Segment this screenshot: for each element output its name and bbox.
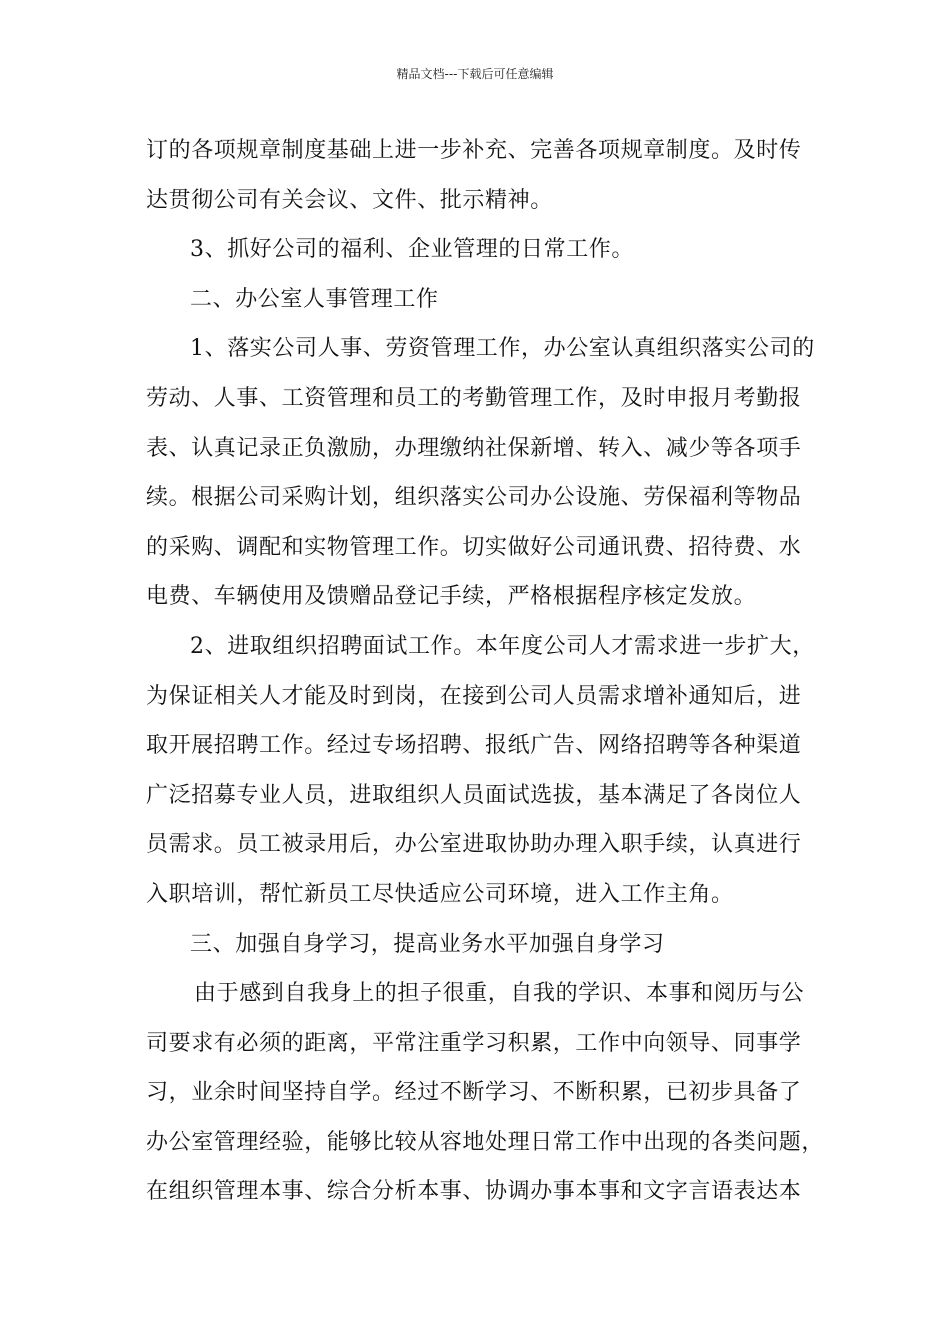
text-line: 续。根据公司采购计划，组织落实公司办公设施、劳保福利等物品 — [146, 485, 802, 511]
text-line: 习，业余时间坚持自学。经过不断学习、不断积累，已初步具备了 — [146, 1080, 802, 1106]
text-line: 电费、车辆使用及馈赠品登记手续，严格根据程序核定发放。 — [146, 584, 757, 610]
text-line: 表、认真记录正负激励，办理缴纳社保新增、转入、减少等各项手 — [146, 435, 802, 461]
text-line: 广泛招募专业人员，进取组织人员面试选拔，基本满足了各岗位人 — [146, 782, 802, 808]
text-line: 1、落实公司人事、劳资管理工作，办公室认真组织落实公司的 — [190, 336, 815, 362]
text-line: 3、抓好公司的福利、企业管理的日常工作。 — [190, 237, 634, 263]
document-body — [146, 126, 826, 1217]
text-line: 订的各项规章制度基础上进一步补充、完善各项规章制度。及时传 — [146, 138, 802, 163]
text-line: 2、进取组织招聘面试工作。本年度公司人才需求进一步扩大， — [190, 633, 815, 659]
text-line: 办公室管理经验，能够比较从容地处理日常工作中出现的各类问题， — [146, 1129, 825, 1155]
text-line: 取开展招聘工作。经过专场招聘、报纸广告、网络招聘等各种渠道 — [146, 733, 802, 759]
page-header: 精品文档---下载后可任意编辑 — [396, 67, 554, 81]
text-line: 入职培训，帮忙新员工尽快适应公司环境，进入工作主角。 — [146, 881, 734, 907]
text-line: 由于感到自我身上的担子很重，自我的学识、本事和阅历与公 — [194, 981, 805, 1007]
text-line: 为保证相关人才能及时到岗，在接到公司人员需求增补通知后，进 — [146, 683, 802, 709]
text-line: 劳动、人事、工资管理和员工的考勤管理工作，及时申报月考勤报 — [146, 385, 802, 411]
text-line: 达贯彻公司有关会议、文件、批示精神。 — [146, 187, 553, 213]
text-line: 员需求。员工被录用后，办公室进取协助办理入职手续，认真进行 — [146, 832, 802, 858]
section-heading: 三、加强自身学习，提高业务水平加强自身学习 — [190, 931, 665, 957]
text-line: 在组织管理本事、综合分析本事、协调办事本事和文字言语表达本 — [146, 1179, 802, 1205]
section-heading: 二、办公室人事管理工作 — [190, 286, 439, 312]
text-line: 的采购、调配和实物管理工作。切实做好公司通讯费、招待费、水 — [146, 534, 802, 560]
text-line: 司要求有必须的距离，平常注重学习积累，工作中向领导、同事学 — [146, 1030, 802, 1056]
